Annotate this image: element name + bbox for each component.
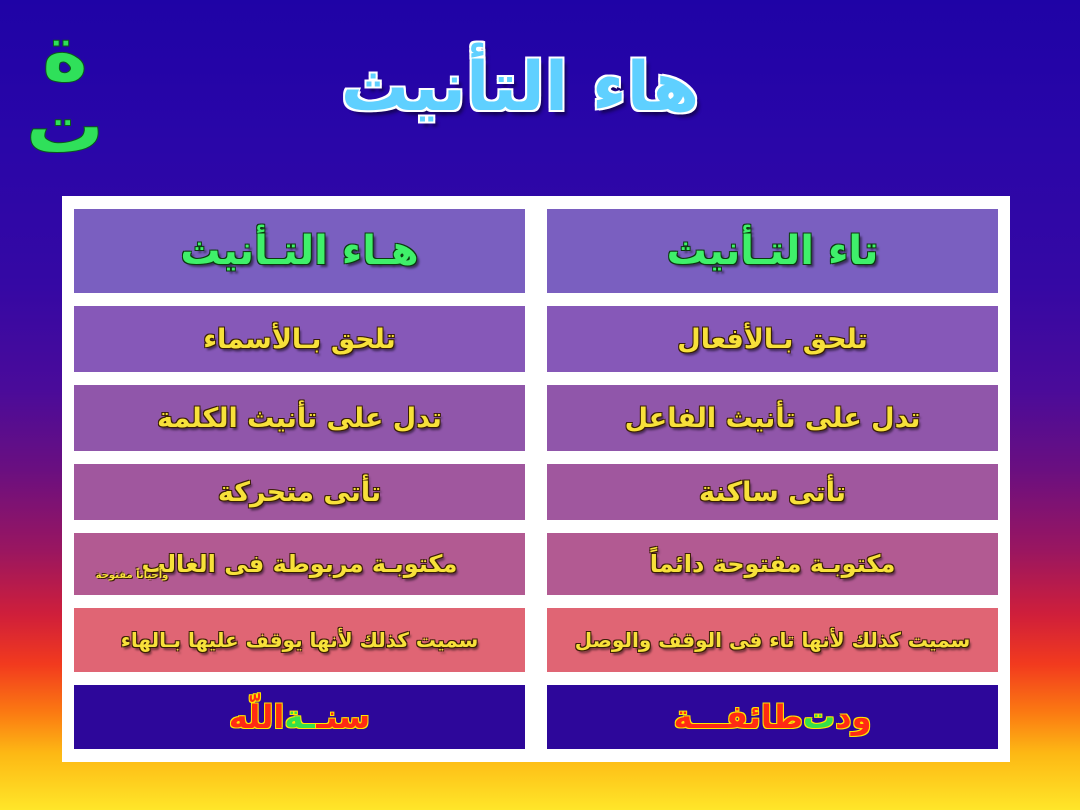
row4-right-cell: مكتوبـة مفتوحة دائماً — [547, 533, 998, 595]
row5-right-cell: سميت كذلك لأنها تاء فى الوقف والوصل — [547, 608, 998, 672]
header-ta-taneeth: تاء التـأنيث — [547, 209, 998, 293]
row3-right-cell: تأتى ساكنة — [547, 464, 998, 520]
row5-left-cell: سميت كذلك لأنها يوقف عليها بـالهاء — [74, 608, 525, 672]
example-right-cell — [547, 685, 998, 749]
page-title: هاء التأنيث — [340, 48, 700, 127]
header-ha-taneeth: هـاء التـأنيث — [74, 209, 525, 293]
corner-letter-ta: ت — [25, 81, 105, 160]
example-right-part-b: ت — [802, 698, 836, 736]
example-left-part-c: اللّه — [228, 698, 285, 736]
example-right-part-c: طائفـــة — [673, 698, 803, 736]
row4-left-note: وأحياناً مفتوحة — [95, 570, 169, 581]
example-left-part-b: ـة — [284, 698, 315, 736]
corner-letter-ta-marbuta: ة — [41, 10, 89, 99]
example-right-part-a: ود — [835, 698, 872, 736]
row1-right-cell: تلحق بـالأفعال — [547, 306, 998, 372]
row2-right-cell: تدل على تأنيث الفاعل — [547, 385, 998, 451]
example-left-cell — [74, 685, 525, 749]
row3-left-cell: تأتى متحركة — [74, 464, 525, 520]
example-left-part-a: سنـ — [314, 698, 371, 736]
row2-left-cell: تدل على تأنيث الكلمة — [74, 385, 525, 451]
corner-letters — [22, 10, 108, 160]
row4-left-cell: مكتوبـة مربوطة فى الغالب — [74, 533, 525, 595]
row1-left-cell: تلحق بـالأسماء — [74, 306, 525, 372]
